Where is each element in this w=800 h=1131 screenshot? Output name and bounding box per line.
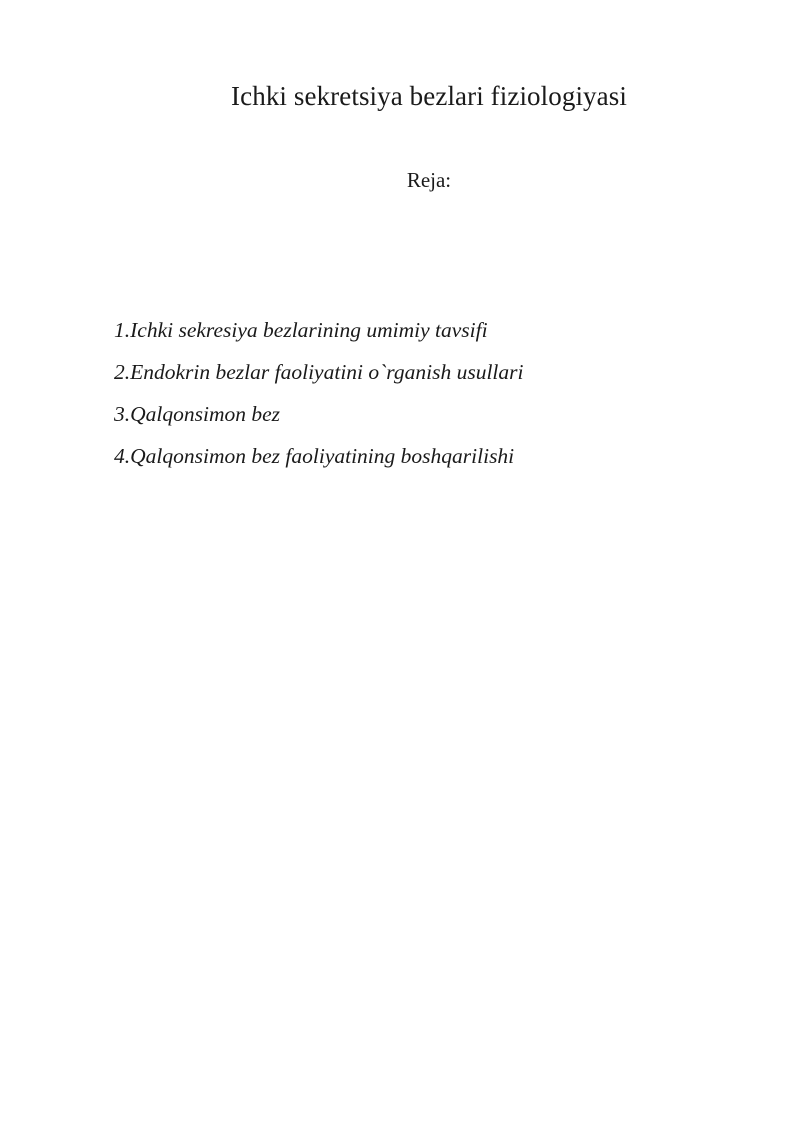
plan-heading: Reja: [406,168,452,192]
document-title: Ichki sekretsiya bezlari fiziologiyasi [231,81,627,111]
plan-list [114,316,754,484]
plan-item: 4.Qalqonsimon bez faoliyatining boshqarilishi [114,444,515,468]
plan-item: 2.Endokrin bezlar faoliyatini o`rganish usullari [114,360,524,384]
plan-item: 3.Qalqonsimon bez [114,402,281,426]
plan-item: 1.Ichki sekresiya bezlarining umimiy tavsifi [114,318,488,342]
